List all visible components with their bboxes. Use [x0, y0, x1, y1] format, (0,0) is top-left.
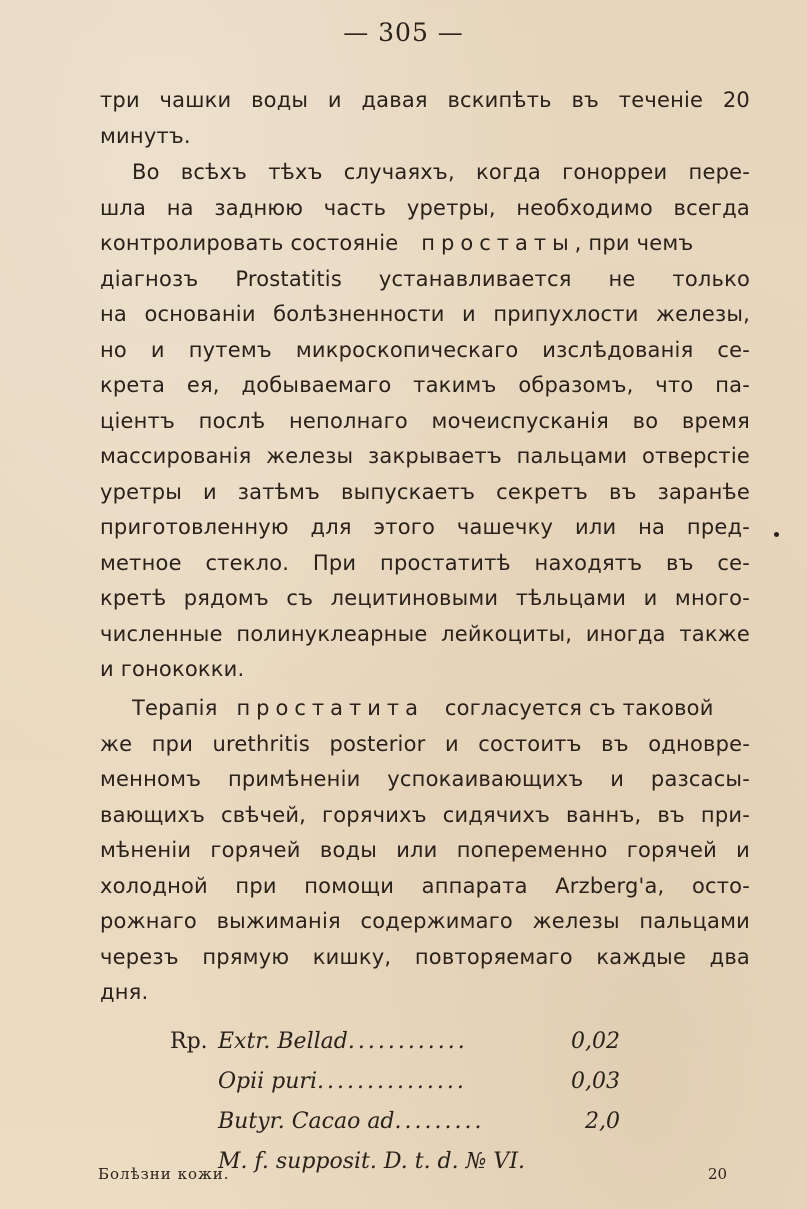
text-line: крета ея, добываемаго такимъ образомъ, что па-	[100, 373, 750, 397]
text-line: Во всѣхъ тѣхъ случаяхъ, когда гонорреи пере-	[132, 160, 750, 184]
text-line: метное стекло. При простатитѣ находятъ въ се-	[100, 550, 750, 575]
text-line: же при urethritis posterior и состоитъ въ одновре-	[100, 731, 750, 756]
text-line: черезъ прямую кишку, повторяемаго каждые два	[100, 944, 750, 969]
text-line: численные полинуклеарные лейкоциты, иногда также	[100, 621, 750, 646]
text-line: діагнозъ Prostatitis устанавливается не только	[100, 266, 750, 291]
paragraph-2	[100, 155, 750, 688]
text-fragment: согласуется съ таковой	[444, 696, 714, 720]
recipe-dots: ...............	[317, 1069, 467, 1094]
recipe-amount: 2,0	[585, 1109, 620, 1134]
recipe-amount: 0,03	[571, 1069, 620, 1094]
ink-speck	[774, 532, 779, 537]
recipe-dots: .........	[394, 1109, 485, 1134]
recipe-dots: ............	[347, 1029, 468, 1054]
text-line: приготовленную для этого чашечку или на пред-	[100, 515, 750, 539]
spaced-term: простаты	[421, 231, 575, 255]
recipe-row	[170, 1142, 640, 1182]
paragraph-3	[100, 691, 750, 1011]
page-number: — 305 —	[343, 18, 464, 47]
text-line: ціентъ послѣ неполнаго мочеиспусканія во время	[100, 408, 750, 433]
footer-signature-title: Болѣзни кожи.	[98, 1165, 230, 1183]
text-line: и гонококки.	[100, 657, 245, 681]
text-line: дня.	[100, 980, 149, 1004]
recipe-row	[170, 1022, 640, 1062]
text-line: уретры и затѣмъ выпускаетъ секретъ въ заранѣе	[100, 479, 750, 504]
text-line: на основаніи болѣзненности и припухлости железы,	[100, 302, 750, 326]
text-fragment: Терапія	[132, 696, 218, 720]
recipe-ingredient: Opii puri	[218, 1069, 317, 1094]
footer-signature-number: 20	[708, 1165, 728, 1183]
text-line: массированія железы закрываетъ пальцами отверстіе	[100, 444, 750, 468]
text-line: менномъ примѣненіи успокаивающихъ и разсасы-	[100, 767, 750, 791]
text-line: но и путемъ микроскопическаго изслѣдованія се-	[100, 337, 750, 362]
text-fragment: , при чемъ	[574, 231, 694, 255]
text-fragment: контролировать состояніе	[100, 231, 399, 255]
recipe-ingredient: Butyr. Cacao ad	[218, 1109, 395, 1134]
prescription-recipe	[170, 1022, 640, 1182]
text-line: три чашки воды и давая вскипѣть въ теченіе 20	[100, 88, 750, 112]
text-line: минутъ.	[100, 123, 191, 148]
text-line-with-spaced	[100, 226, 750, 262]
recipe-amount: 0,02	[571, 1029, 620, 1054]
paragraph-1	[100, 83, 750, 154]
text-line: шла на заднюю часть уретры, необходимо всегда	[100, 195, 750, 220]
text-line: рожнаго выжиманія содержимаго железы пальцами	[100, 909, 750, 933]
recipe-prefix: Rp.	[170, 1029, 208, 1054]
recipe-instructions: M. f. supposit. D. t. d. № VI.	[218, 1149, 526, 1174]
text-line: кретѣ рядомъ съ лецитиновыми тѣльцами и много-	[100, 586, 750, 610]
text-line: вающихъ свѣчей, горячихъ сидячихъ ваннъ, въ при-	[100, 802, 750, 827]
spaced-term: простатита	[236, 696, 424, 720]
text-line: мѣненіи горячей воды или попеременно горячей и	[100, 838, 750, 862]
recipe-ingredient: Extr. Bellad	[218, 1029, 348, 1054]
text-line-with-spaced	[100, 691, 750, 727]
text-line: холодной при помощи аппарата Arzberg'a, осто-	[100, 873, 750, 898]
recipe-row	[170, 1102, 640, 1142]
recipe-row	[170, 1062, 640, 1102]
